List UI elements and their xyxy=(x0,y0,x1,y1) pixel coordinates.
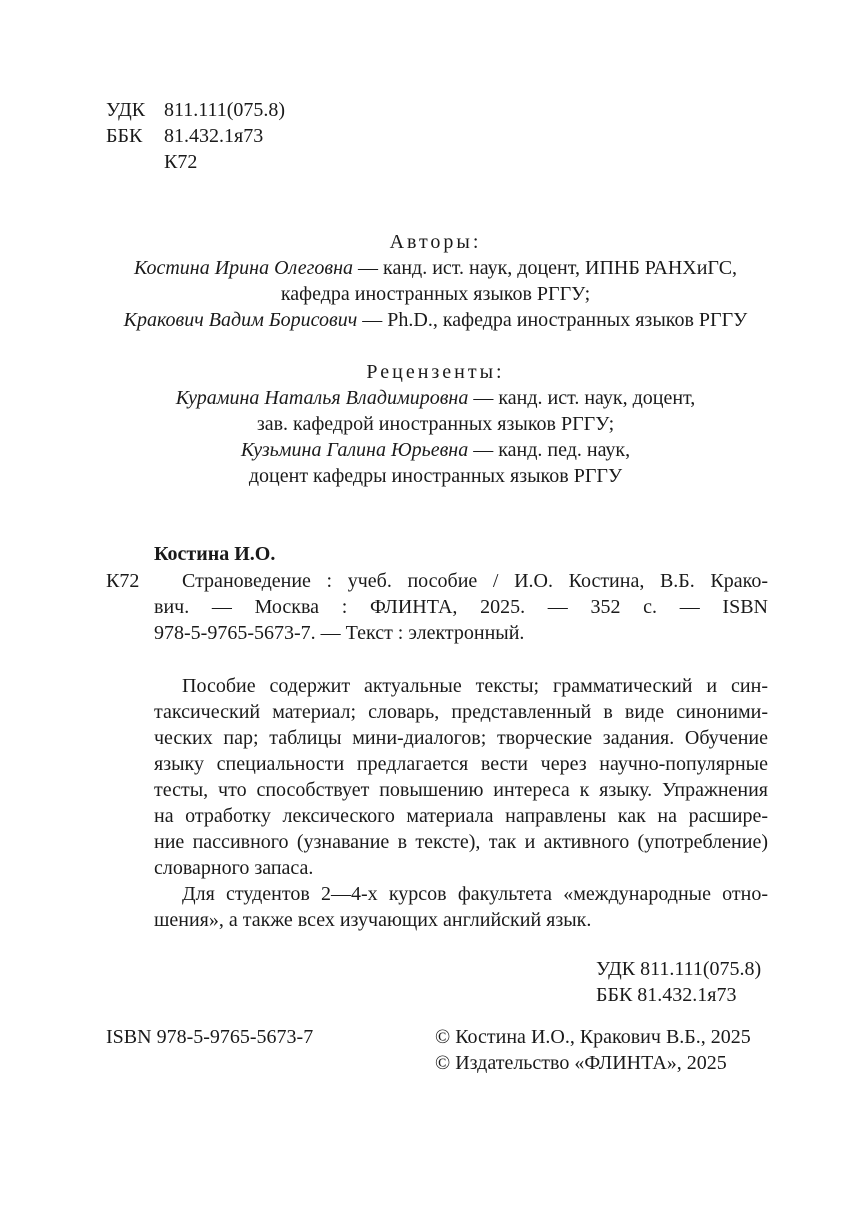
audience-line: Для студентов 2—4-х курсов факультета «международные отно- xyxy=(182,883,768,905)
udk-label: УДК xyxy=(106,99,146,121)
bbk-value: 81.432.1я73 xyxy=(164,125,264,147)
abstract-line: языку специальности предлагается вести через научно-популярные xyxy=(154,753,768,775)
abstract-line: таксический материал; словарь, представленный в виде синоними- xyxy=(154,701,768,723)
audience-line: шения», а также всех изучающих английский язык. xyxy=(154,909,592,931)
author1-name: Костина Ирина Олеговна xyxy=(133,257,354,279)
author2-line xyxy=(0,307,857,333)
entry-line-3: 978-5-9765-5673-7. — Текст : электронный. xyxy=(154,622,525,644)
entry-mark: К72 xyxy=(106,570,140,592)
abstract-line: на отработку лексического материала направлены как на расшире- xyxy=(154,805,768,827)
copyright-authors: © Костина И.О., Кракович В.Б., 2025 xyxy=(435,1026,751,1048)
author1-info: — канд. ист. наук, доцент, ИПНБ РАНХиГС, xyxy=(353,257,738,279)
abstract-line: словарного запаса. xyxy=(154,857,314,879)
bbk-label: ББК xyxy=(106,125,143,147)
abstract-line: ческих пар; таблицы мини-диалогов; творческие задания. Обучение xyxy=(154,727,768,749)
author1-info-line2: кафедра иностранных языков РГГУ; xyxy=(280,283,591,305)
author-mark: К72 xyxy=(164,151,198,173)
footer-udk: УДК 811.111(075.8) xyxy=(596,958,762,980)
reviewer2-name: Кузьмина Галина Юрьевна xyxy=(240,439,469,461)
reviewer2-info-line2: доцент кафедры иностранных языков РГГУ xyxy=(248,465,623,487)
author2-name: Кракович Вадим Борисович xyxy=(123,309,358,331)
isbn: ISBN 978-5-9765-5673-7 xyxy=(106,1026,314,1048)
reviewer1-name: Курамина Наталья Владимировна xyxy=(175,387,469,409)
entry-author-heading: Костина И.О. xyxy=(154,543,276,565)
reviewer2-line xyxy=(0,437,857,463)
entry-line-1: Страноведение : учеб. пособие / И.О. Костина, В.Б. Крако- xyxy=(182,570,768,592)
entry-line-2: вич. — Москва : ФЛИНТА, 2025. — 352 с. — ISBN xyxy=(154,596,768,618)
author1-line xyxy=(0,255,857,281)
udk-value: 811.111(075.8) xyxy=(164,99,286,121)
authors-heading: Авторы: xyxy=(389,231,482,253)
abstract-line: ние пассивного (узнавание в тексте), так и активного (употребление) xyxy=(154,831,768,853)
reviewers-heading: Рецензенты: xyxy=(366,361,505,383)
reviewer1-line xyxy=(0,385,857,411)
footer-bbk: ББК 81.432.1я73 xyxy=(596,984,737,1006)
reviewer2-info: — канд. пед. наук, xyxy=(468,439,631,461)
abstract-line: Пособие содержит актуальные тексты; грамматический и син- xyxy=(182,675,768,697)
reviewer1-info-line2: зав. кафедрой иностранных языков РГГУ; xyxy=(256,413,615,435)
copyright-publisher: © Издательство «ФЛИНТА», 2025 xyxy=(435,1052,727,1074)
reviewer1-info: — канд. ист. наук, доцент, xyxy=(468,387,696,409)
author2-info: — Ph.D., кафедра иностранных языков РГГУ xyxy=(357,309,748,331)
abstract-line: тесты, что способствует повышению интереса к языку. Упражнения xyxy=(154,779,768,801)
